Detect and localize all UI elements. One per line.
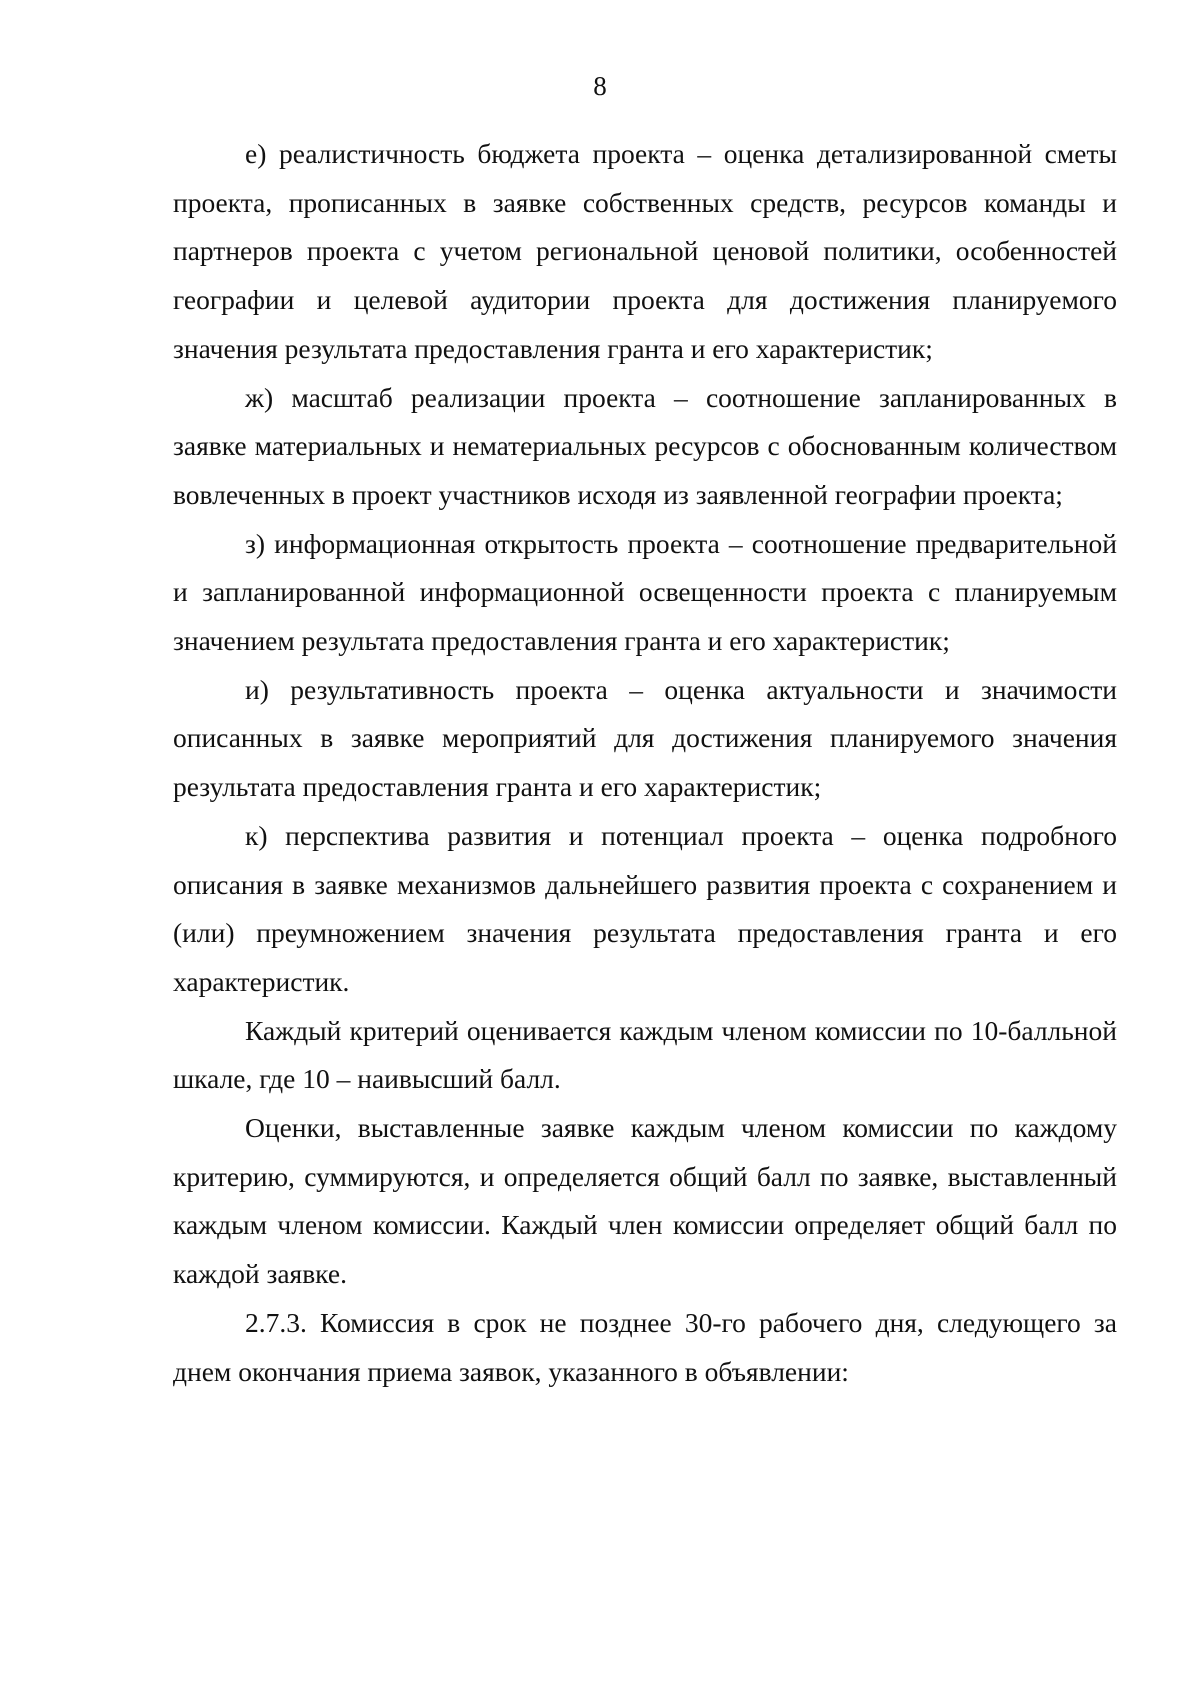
paragraph-scoring-scale: Каждый критерий оценивается каждым членом комиссии по 10-балльной шкале, где 10 – наивысший балл. [173, 1014, 1117, 1095]
paragraph-score-summation: Оценки, выставленные заявке каждым членом комиссии по каждому критерию, суммируются, и определяется общий балл по заявке, выставленный каждым членом комиссии. Каждый член комиссии определяет общий балл по каждой заявке. [173, 1112, 1117, 1290]
page-number: 8 [593, 71, 607, 101]
paragraph-development-prospects: к) перспектива развития и потенциал проекта – оценка подробного описания в заявке механизмов дальнейшего развития проекта с сохранением и (или) преумножением значения результата предоставления гранта и его характеристик. [173, 819, 1117, 997]
paragraph-implementation-scale: ж) масштаб реализации проекта – соотношение запланированных в заявке материальных и нематериальных ресурсов с обоснованным количеством вовлеченных в проект участников исходя из заявленной географии проекта; [173, 381, 1117, 510]
paragraph-information-openness: з) информационная открытость проекта – соотношение предварительной и запланированной информационной освещенности проекта с планируемым значением результата предоставления гранта и его характеристик; [173, 527, 1117, 657]
paragraph-commission-deadline: 2.7.3. Комиссия в срок не позднее 30-го рабочего дня, следующего за днем окончания приема заявок, указанного в объявлении: [173, 1306, 1117, 1387]
document-body [173, 130, 1117, 1396]
paragraph-effectiveness: и) результативность проекта – оценка актуальности и значимости описанных в заявке мероприятий для достижения планируемого значения результата предоставления гранта и его характеристик; [173, 673, 1117, 803]
paragraph-budget-realism: е) реалистичность бюджета проекта – оценка детализированной сметы проекта, прописанных в заявке собственных средств, ресурсов команды и партнеров проекта с учетом региональной ценовой политики, особенностей географии и целевой аудитории проекта для достижения планируемого значения результата предоставления гранта и его характеристик; [173, 138, 1117, 364]
